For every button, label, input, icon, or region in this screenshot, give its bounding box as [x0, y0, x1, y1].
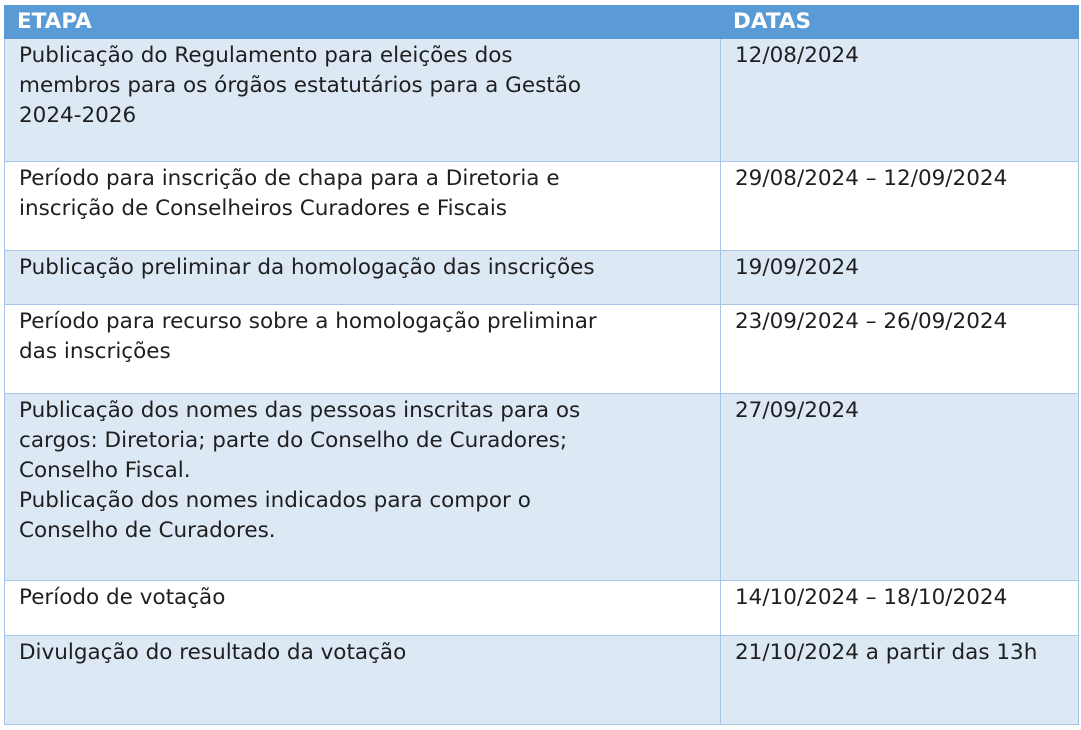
etapa-cell: [5, 251, 721, 305]
etapa-cell: [5, 581, 721, 636]
election-schedule-table: [4, 5, 1079, 725]
etapa-text: membros para os órgãos estatutários para a Gestão: [19, 73, 582, 98]
table-row: [5, 305, 1079, 394]
data-cell: 29/08/2024 – 12/09/2024: [721, 162, 1079, 251]
data-cell: 12/08/2024: [721, 39, 1079, 162]
etapa-text: cargos: Diretoria; parte do Conselho de Curadores;: [19, 428, 568, 453]
table-row: [5, 162, 1079, 251]
table-row: [5, 394, 1079, 581]
etapa-text: Divulgação do resultado da votação: [19, 640, 407, 665]
schedule-table-wrapper: [4, 5, 1078, 725]
table-row: [5, 581, 1079, 636]
data-cell: 23/09/2024 – 26/09/2024: [721, 305, 1079, 394]
data-cell: 19/09/2024: [721, 251, 1079, 305]
table-header-row: [5, 6, 1079, 39]
table-row: [5, 636, 1079, 725]
etapa-cell: [5, 636, 721, 725]
etapa-cell: [5, 394, 721, 581]
data-cell: 21/10/2024 a partir das 13h: [721, 636, 1079, 725]
etapa-text: Publicação dos nomes das pessoas inscritas para os: [19, 398, 581, 423]
header-datas: DATAS: [721, 6, 1079, 39]
etapa-cell: [5, 305, 721, 394]
etapa-cell: [5, 39, 721, 162]
etapa-text: Período para recurso sobre a homologação preliminar: [19, 309, 597, 334]
table-row: [5, 39, 1079, 162]
etapa-text: 2024-2026: [19, 103, 137, 128]
data-cell: 14/10/2024 – 18/10/2024: [721, 581, 1079, 636]
etapa-text: inscrição de Conselheiros Curadores e Fiscais: [19, 196, 508, 221]
etapa-text: Publicação preliminar da homologação das inscrições: [19, 255, 595, 280]
etapa-text: Publicação do Regulamento para eleições dos: [19, 43, 513, 68]
etapa-text: Período para inscrição de chapa para a Diretoria e: [19, 166, 560, 191]
etapa-cell: [5, 162, 721, 251]
data-cell: 27/09/2024: [721, 394, 1079, 581]
etapa-text: Publicação dos nomes indicados para compor o: [19, 488, 531, 513]
etapa-text: Período de votação: [19, 585, 226, 610]
table-row: [5, 251, 1079, 305]
etapa-text: das inscrições: [19, 339, 171, 364]
etapa-text: Conselho Fiscal.: [19, 458, 191, 483]
etapa-text: Conselho de Curadores.: [19, 518, 276, 543]
header-etapa: ETAPA: [5, 6, 721, 39]
